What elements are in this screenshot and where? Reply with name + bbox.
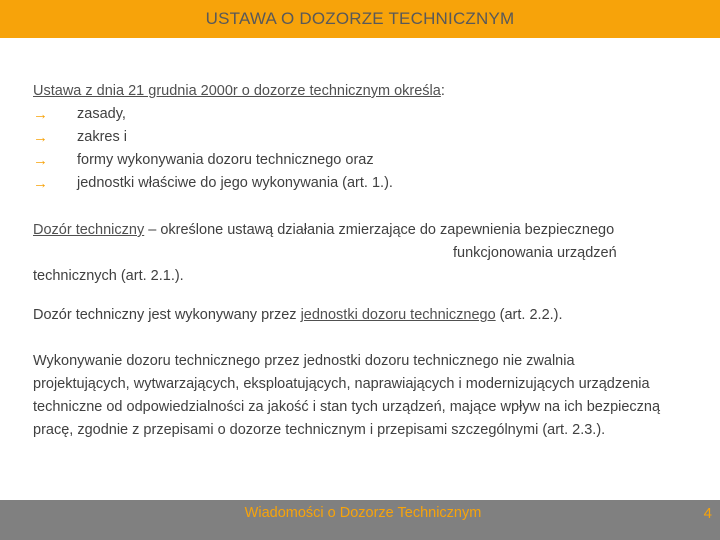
execution-before: Dozór techniczny jest wykonywany przez: [33, 307, 301, 323]
arrow-right-icon: →: [33, 152, 48, 169]
arrow-right-icon: →: [33, 129, 48, 146]
execution-paragraph: [33, 304, 673, 327]
definition-paragraph: [33, 219, 673, 288]
execution-link: jednostki dozoru technicznego: [300, 307, 496, 323]
list-item-text: jednostki właściwe do jego wykonywania (art. 1.).: [77, 175, 393, 191]
page-title: USTAWA O DOZORZE TECHNICZNYM: [205, 9, 515, 28]
footer-title: Wiadomości o Dozorze Technicznym: [244, 505, 482, 521]
intro-section: [33, 80, 693, 195]
list-item-text: zakres i: [77, 129, 127, 145]
header-bar: [0, 0, 720, 38]
definition-term: Dozór techniczny: [33, 222, 145, 238]
responsibility-paragraph: Wykonywanie dozoru technicznego przez jednostki dozoru technicznego nie zwalnia projektujących, wytwarzających, eksploatujących, naprawiających i modernizujących urządzenia techniczne od odpowiedzialności za jakość i stan tych urządzeń, mające wpływ na ich bezpieczną pracę, zgodnie z przepisami o dozorze technicznym i przepisami szczególnymi (art. 2.3.).: [33, 353, 661, 438]
footer-bar: [0, 500, 720, 540]
arrow-right-icon: →: [33, 106, 48, 123]
list-item: [33, 126, 693, 149]
list-item: [33, 103, 693, 126]
intro-colon: :: [440, 83, 445, 99]
list-item-text: formy wykonywania dozoru technicznego oraz: [77, 152, 374, 168]
intro-line: [33, 80, 693, 103]
list-item-text: zasady,: [77, 106, 126, 122]
intro-text: Ustawa z dnia 21 grudnia 2000r o dozorze technicznym określa: [33, 83, 441, 99]
list-item: [33, 172, 693, 195]
page-number: 4: [703, 505, 712, 522]
scope-list: [33, 103, 693, 195]
definition-line1: – określone ustawą działania zmierzające do zapewnienia bezpiecznego: [144, 222, 615, 238]
list-item: [33, 149, 693, 172]
definition-line2: funkcjonowania urządzeń: [453, 245, 617, 261]
arrow-right-icon: →: [33, 175, 48, 192]
definition-line3: technicznych (art. 2.1.).: [33, 268, 184, 284]
execution-after: (art. 2.2.).: [495, 307, 563, 323]
